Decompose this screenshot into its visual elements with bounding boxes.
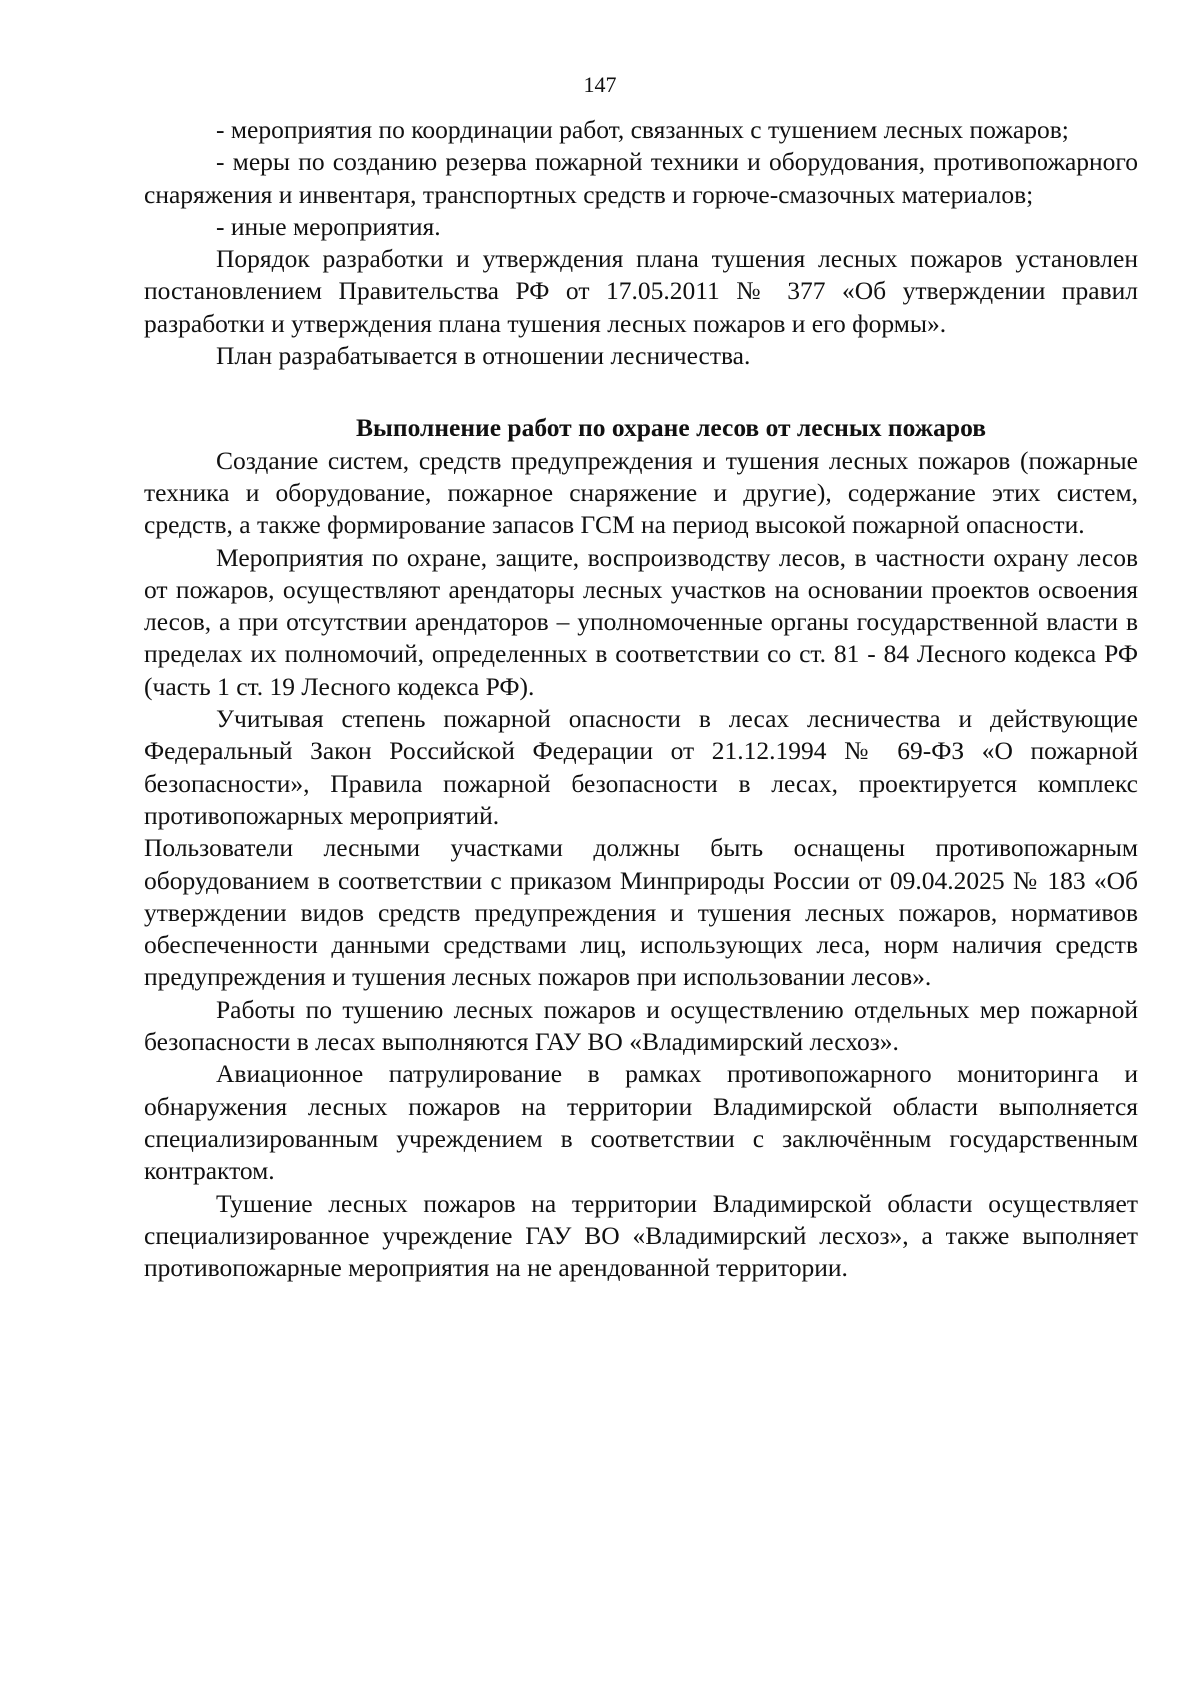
paragraph-plan-scope: План разрабатывается в отношении лесничества.: [216, 341, 751, 371]
paragraph-fire-extinguishing: Тушение лесных пожаров на территории Владимирской области осуществляет специализированное учреждение ГАУ ВО «Владимирский лесхоз», а также выполняет противопожарные мероприятия на не арендованной территории.: [144, 1188, 1138, 1283]
page-number: 147: [583, 72, 617, 97]
paragraph-fire-danger: Учитывая степень пожарной опасности в лесах лесничества и действующие Федеральный Закон Российской Федерации от 21.12.1994 № 69-ФЗ «О пожарной безопасности», Правила пожарной безопасности в лесах, проектируется комплекс противопожарных мероприятий.: [144, 704, 1138, 830]
paragraph-aviation-patrol: Авиационное патрулирование в рамках противопожарного мониторинга и обнаружения лесных пожаров на территории Владимирской области выполняется специализированным учреждением в соответствии с заключённым государственным контрактом.: [144, 1059, 1138, 1186]
paragraph-equipment-users: Пользователи лесными участками должны быть оснащены противопожарным оборудованием в соответствии с приказом Минприроды России от 09.04.2025 № 183 «Об утверждении видов средств предупреждения и тушения лесных пожаров, нормативов обеспеченности данными средствами лиц, использующих леса, норм наличия средств предупреждения и тушения лесных пожаров при использовании лесов».: [144, 833, 1138, 992]
paragraph-protection-measures: Мероприятия по охране, защите, воспроизводству лесов, в частности охрану лесов от пожаров, осуществляют арендаторы лесных участков на основании проектов освоения лесов, а при отсутствии арендаторов – уполномоченные органы государственной власти в пределах их полномочий, определенных в соответствии со ст. 81 - 84 Лесного кодекса РФ (часть 1 ст. 19 Лесного кодекса РФ).: [144, 542, 1138, 701]
paragraph-reserve-measures: - меры по созданию резерва пожарной техники и оборудования, противопожарного снаряжения и инвентаря, транспортных средств и горюче-смазочных материалов;: [144, 147, 1138, 209]
section-heading: Выполнение работ по охране лесов от лесных пожаров: [355, 413, 986, 443]
document-body: [144, 114, 1138, 1284]
paragraph-plan-procedure: Порядок разработки и утверждения плана тушения лесных пожаров установлен постановлением Правительства РФ от 17.05.2011 № 377 «Об утверждении правил разработки и утверждения плана тушения лесных пожаров и его формы».: [144, 244, 1138, 338]
paragraph-extinguishing-works: Работы по тушению лесных пожаров и осуществлению отдельных мер пожарной безопасности в лесах выполняются ГАУ ВО «Владимирский лесхоз».: [144, 994, 1138, 1057]
paragraph-coordination: - мероприятия по координации работ, связанных с тушением лесных пожаров;: [216, 115, 1069, 144]
paragraph-other-measures: - иные мероприятия.: [216, 211, 441, 241]
paragraph-systems: Создание систем, средств предупреждения и тушения лесных пожаров (пожарные техника и оборудование, пожарное снаряжение и другие), содержание этих систем, средств, а также формирование запасов ГСМ на период высокой пожарной опасности.: [144, 445, 1138, 540]
